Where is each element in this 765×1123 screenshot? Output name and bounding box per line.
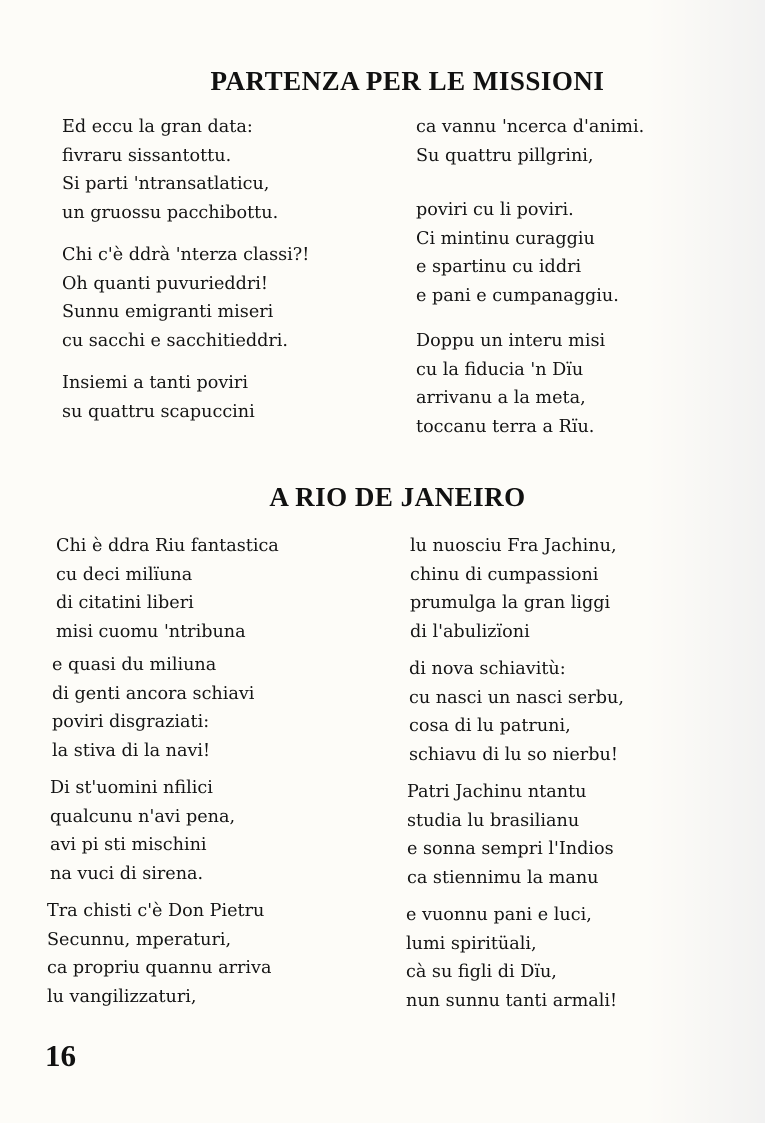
verse-line: e sonna sempri l'Indios xyxy=(407,839,614,859)
verse-line: lumi spiritüali, xyxy=(406,933,537,954)
page-edge-shadow xyxy=(645,0,765,1123)
stanza xyxy=(52,651,254,765)
stanza xyxy=(409,655,624,769)
verse-line: schiavu di lu so nierbu! xyxy=(409,744,618,765)
verse-line: Chi è ddra Riu fantastica xyxy=(56,536,279,556)
verse-line: Secunnu, mperaturi, xyxy=(47,929,232,950)
verse-line: di citatini liberi xyxy=(56,593,194,613)
verse-line: fivraru sissantottu. xyxy=(62,145,232,166)
stanza xyxy=(50,774,235,888)
verse-line: poviri cu li poviri. xyxy=(416,200,574,220)
verse-line: cu deci milïuna xyxy=(56,564,193,585)
section-title-partenza: PARTENZA PER LE MISSIONI xyxy=(210,66,605,97)
verse-line: e quasi du miliuna xyxy=(52,655,217,675)
verse-line: su quattru scapuccini xyxy=(62,401,255,422)
verse-line: lu vangilizzaturi, xyxy=(47,986,197,1007)
verse-line: misi cuomu 'ntribuna xyxy=(56,621,246,642)
verse-line: Ci mintinu curaggiu xyxy=(416,228,595,249)
verse-line: di l'abulizïoni xyxy=(410,621,530,642)
verse-line: Ed eccu la gran data: xyxy=(62,117,253,137)
verse-line: di nova schiavitù: xyxy=(409,659,566,679)
verse-line: chinu di cumpassioni xyxy=(410,564,599,585)
verse-line: Patri Jachinu ntantu xyxy=(407,782,587,802)
stanza xyxy=(62,241,309,355)
verse-line: na vuci di sirena. xyxy=(50,863,204,884)
verse-line: lu nuosciu Fra Jachinu, xyxy=(410,536,617,556)
stanza xyxy=(62,113,278,227)
stanza xyxy=(416,196,619,310)
verse-line: ca propriu quannu arriva xyxy=(47,958,272,978)
verse-line: cà su figli di Dïu, xyxy=(406,962,557,982)
verse-line: avi pi sti mischini xyxy=(50,835,207,855)
verse-line: studia lu brasilianu xyxy=(407,810,580,831)
verse-line: toccanu terra a Rïu. xyxy=(416,416,595,437)
verse-line: cu sacchi e sacchitieddri. xyxy=(62,330,289,351)
verse-line: nun sunnu tanti armali! xyxy=(406,990,618,1011)
verse-line: e spartinu cu iddri xyxy=(416,257,582,277)
verse-line: arrivanu a la meta, xyxy=(416,388,586,408)
stanza xyxy=(416,113,644,170)
stanza xyxy=(47,897,271,1011)
verse-line: la stiva di la navi! xyxy=(52,740,211,761)
verse-line: cosa di lu patruni, xyxy=(409,716,571,736)
section-title-rio: A RIO DE JANEIRO xyxy=(269,482,526,513)
verse-line: Si parti 'ntransatlaticu, xyxy=(62,174,270,194)
verse-line: cu nasci un nasci serbu, xyxy=(409,687,624,708)
stanza xyxy=(407,778,614,892)
verse-line: ca stiennimu la manu xyxy=(407,867,599,888)
verse-line: poviri disgraziati: xyxy=(52,712,210,732)
stanza xyxy=(416,327,605,441)
stanza xyxy=(62,369,255,426)
verse-line: di genti ancora schiavi xyxy=(52,683,255,704)
verse-line: e vuonnu pani e luci, xyxy=(406,905,592,925)
verse-line: Chi c'è ddrà 'nterza classi?! xyxy=(62,245,310,265)
verse-line: Di st'uomini nfilici xyxy=(50,778,213,798)
verse-line: un gruossu pacchibottu. xyxy=(62,202,279,223)
page-number: 16 xyxy=(45,1038,76,1073)
verse-line: ca vannu 'ncerca d'animi. xyxy=(416,117,645,137)
verse-line: qualcunu n'avi pena, xyxy=(50,806,236,827)
verse-line: Su quattru pillgrini, xyxy=(416,145,594,166)
verse-line: cu la fiducia 'n Dïu xyxy=(416,359,584,380)
verse-line: prumulga la gran liggi xyxy=(410,593,611,613)
verse-line: Oh quanti puvurieddri! xyxy=(62,273,268,294)
verse-line: Sunnu emigranti miseri xyxy=(62,302,274,322)
stanza xyxy=(406,901,617,1015)
verse-line: Insiemi a tanti poviri xyxy=(62,373,248,393)
stanza xyxy=(410,532,617,646)
verse-line: Doppu un interu misi xyxy=(416,331,606,351)
verse-line: e pani e cumpanaggiu. xyxy=(416,285,619,306)
verse-line: Tra chisti c'è Don Pietru xyxy=(47,901,265,921)
stanza xyxy=(56,532,279,646)
